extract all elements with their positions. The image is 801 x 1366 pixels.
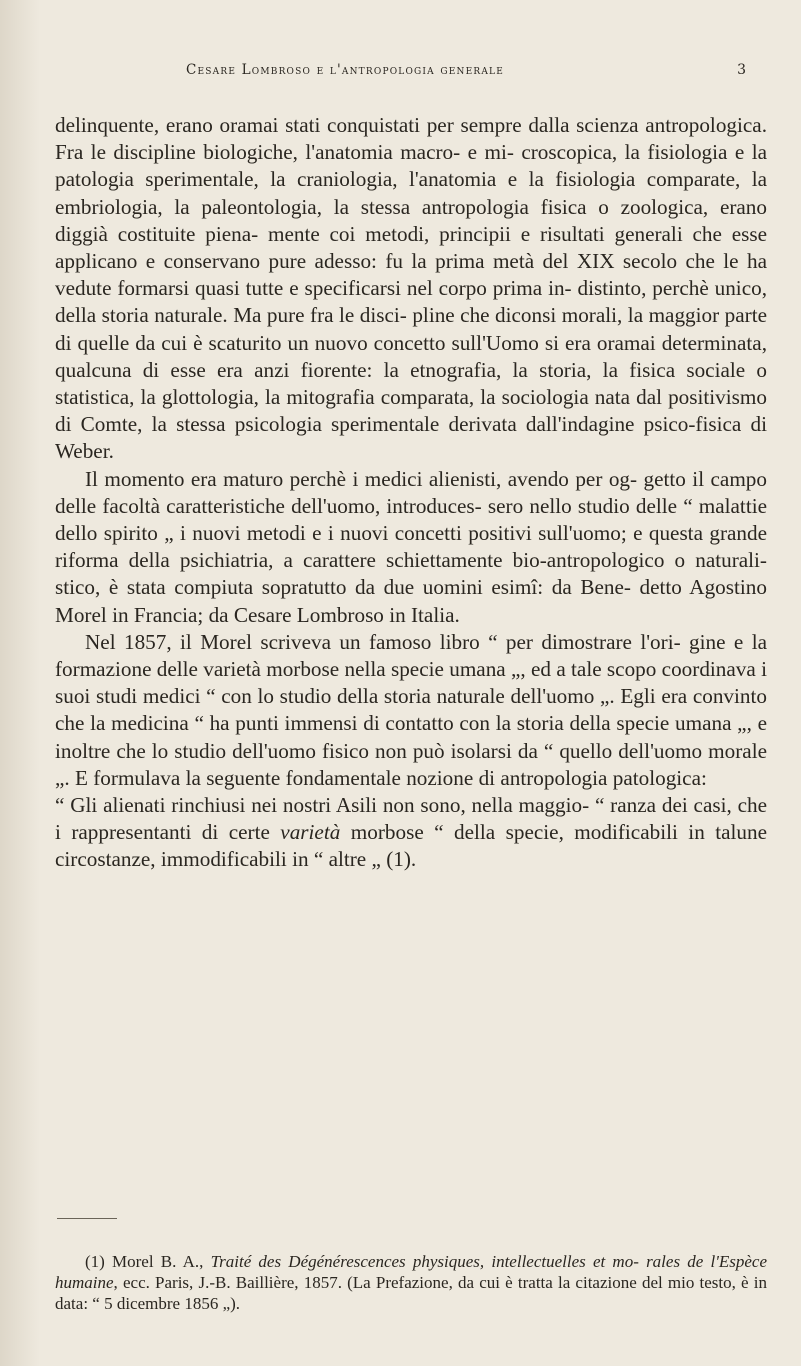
running-title: Cesare Lombroso e l'antropologia generale [186, 62, 504, 78]
body-text [55, 112, 767, 874]
paragraph-3: Nel 1857, il Morel scriveva un famoso libro “ per dimostrare l'ori- gine e la formazione delle varietà morbose nella specie umana „, ed a tale scopo coordinava i suoi studi medici “ con lo studio della storia naturale dell'uomo „. Egli era convinto che la medicina “ ha punti immensi di contatto con la storia della specie umana „, e inoltre che lo studio dell'uomo fisico non può isolarsi da “ quello dell'uomo morale „. E formulava la seguente fondamentale nozione di antropologia patologica: [55, 629, 767, 790]
quotation-emphasis: varietà [280, 820, 341, 845]
quotation-end: morbose “ della specie, modificabili in talune circostanze, immodificabili in “ altre „ (1). [55, 820, 767, 872]
paragraph-1: delinquente, erano oramai stati conquistati per sempre dalla scienza antropologica. Fra le discipline biologiche, l'anatomia macro- e mi- croscopica, la fisiologia e la patologia sperimentale, la craniologia, l'anatomia e la fisiologia comparate, la embriologia, la paleontologia, la stessa antropologia fisica o zoologica, erano diggià costituite piena- mente coi metodi, principii e risultati generali che esse applicano e conservano pure adesso: fu la prima metà del XIX secolo che le ha vedute formarsi quasi tutte e specificarsi nel corpo prima in- distinto, perchè unico, della storia naturale. Ma pure fra le disci- pline che diconsi morali, la maggior parte di quelle da cui è scaturito un nuovo concetto sull'Uomo si era oramai determinata, qualcuna di esse era anzi fiorente: la etnografia, la storia, la fisica sociale o statistica, la glottologia, la mitografia comparata, la sociologia nata dal positivismo di Comte, la stessa psicologia sperimentale derivata dall'indagine psico-fisica di Weber. [55, 113, 767, 464]
running-head [0, 62, 801, 86]
footnote-author: (1) Morel B. A., [85, 1252, 211, 1271]
page-number: 3 [737, 62, 746, 78]
footnote-title: Traité des Dégénérescences physiques, intellectuelles et mo- rales de l'Espèce humaine [55, 1252, 768, 1292]
footnote-details: , ecc. Paris, J.-B. Baillière, 1857. (La Prefazione, da cui è tratta la citazione del mio testo, è in data: “ 5 dicembre 1856 „). [55, 1273, 767, 1313]
quotation [55, 792, 767, 874]
footnote [55, 1251, 767, 1314]
quotation-start: “ Gli alienati rinchiusi nei nostri Asili non sono, nella maggio- “ ranza dei casi, che i rappresentanti di certe [55, 793, 767, 845]
footnote-rule [57, 1218, 117, 1219]
paragraph-2: Il momento era maturo perchè i medici alienisti, avendo per og- getto il campo delle facoltà caratteristiche dell'uomo, introduces- sero nello studio delle “ malattie dello spirito „ i nuovi metodi e i nuovi concetti positivi sull'uomo; e questa grande riforma della psichiatria, a carattere schiettamente bio-antropologico o naturali- stico, è stata compiuta sopratutto da due uomini esimî: da Bene- detto Agostino Morel in Francia; da Cesare Lombroso in Italia. [55, 466, 767, 627]
